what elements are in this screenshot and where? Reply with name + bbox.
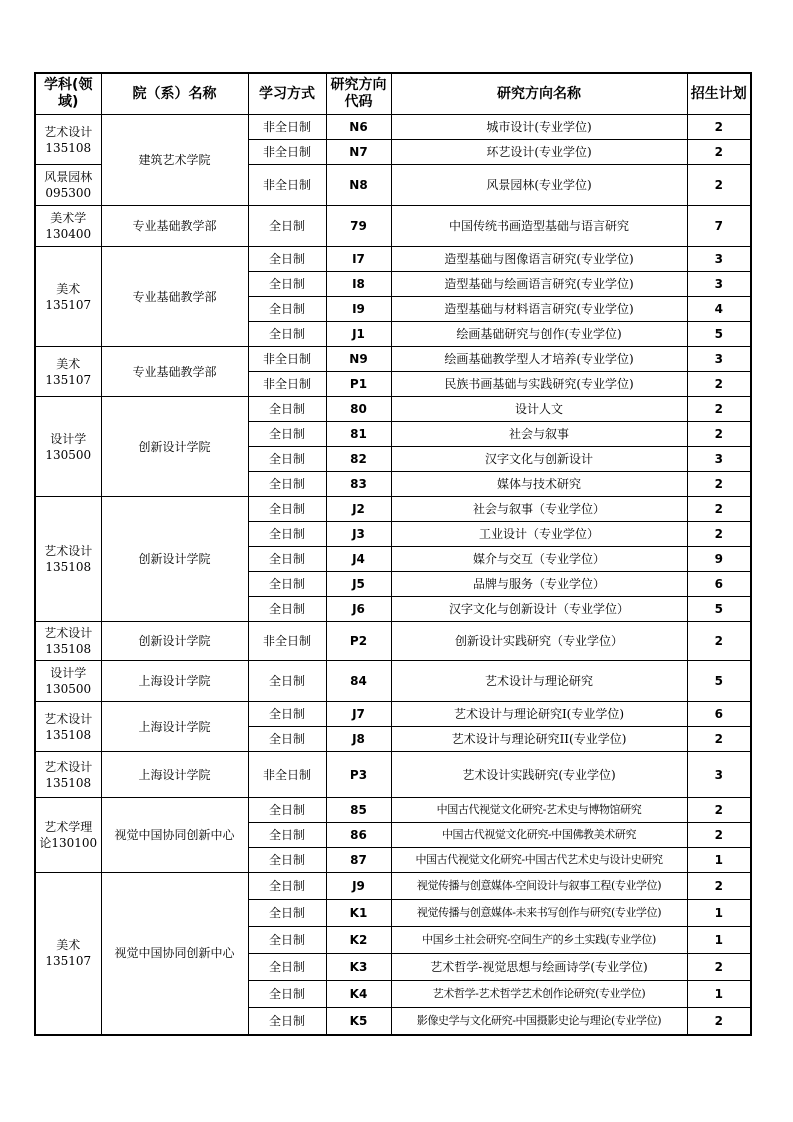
subject-cell: 艺术设计 135108 (35, 622, 101, 661)
mode-cell: 全日制 (248, 297, 326, 322)
plan-cell: 2 (687, 954, 751, 981)
mode-cell: 全日制 (248, 1008, 326, 1035)
direction-name-cell: 社会与叙事（专业学位） (391, 497, 687, 522)
mode-cell: 全日制 (248, 597, 326, 622)
subject-cell: 设计学 130500 (35, 397, 101, 497)
plan-cell: 6 (687, 572, 751, 597)
direction-name-cell: 中国古代视觉文化研究-中国古代艺术史与设计史研究 (391, 848, 687, 873)
mode-cell: 非全日制 (248, 752, 326, 798)
plan-cell: 2 (687, 165, 751, 206)
college-cell: 建筑艺术学院 (101, 115, 248, 206)
mode-cell: 全日制 (248, 661, 326, 702)
mode-cell: 非全日制 (248, 622, 326, 661)
mode-cell: 全日制 (248, 798, 326, 823)
subject-cell: 艺术设计 135108 (35, 752, 101, 798)
mode-cell: 全日制 (248, 522, 326, 547)
code-cell: 79 (326, 206, 391, 247)
college-cell: 上海设计学院 (101, 752, 248, 798)
mode-cell: 全日制 (248, 322, 326, 347)
code-cell: P1 (326, 372, 391, 397)
code-cell: 82 (326, 447, 391, 472)
code-cell: J9 (326, 873, 391, 900)
mode-cell: 全日制 (248, 422, 326, 447)
code-cell: P2 (326, 622, 391, 661)
table-row (35, 661, 751, 702)
plan-cell: 2 (687, 727, 751, 752)
college-cell: 视觉中国协同创新中心 (101, 873, 248, 1035)
plan-cell: 2 (687, 397, 751, 422)
mode-cell: 非全日制 (248, 115, 326, 140)
plan-cell: 2 (687, 1008, 751, 1035)
code-cell: 85 (326, 798, 391, 823)
plan-cell: 2 (687, 823, 751, 848)
code-cell: J3 (326, 522, 391, 547)
code-cell: N8 (326, 165, 391, 206)
direction-name-cell: 造型基础与材料语言研究(专业学位) (391, 297, 687, 322)
direction-name-cell: 汉字文化与创新设计 (391, 447, 687, 472)
plan-cell: 3 (687, 247, 751, 272)
header-subject: 学科(领域) (35, 73, 101, 115)
header-plan: 招生计划 (687, 73, 751, 115)
plan-cell: 2 (687, 798, 751, 823)
mode-cell: 全日制 (248, 954, 326, 981)
subject-cell: 美术学 130400 (35, 206, 101, 247)
code-cell: J2 (326, 497, 391, 522)
code-cell: J8 (326, 727, 391, 752)
header-code: 研究方向代码 (326, 73, 391, 115)
direction-name-cell: 汉字文化与创新设计（专业学位） (391, 597, 687, 622)
mode-cell: 全日制 (248, 247, 326, 272)
mode-cell: 全日制 (248, 397, 326, 422)
mode-cell: 全日制 (248, 472, 326, 497)
direction-name-cell: 造型基础与图像语言研究(专业学位) (391, 247, 687, 272)
table-row (35, 206, 751, 247)
mode-cell: 全日制 (248, 547, 326, 572)
subject-cell: 艺术设计 135108 (35, 702, 101, 752)
code-cell: I8 (326, 272, 391, 297)
mode-cell: 全日制 (248, 206, 326, 247)
college-cell: 视觉中国协同创新中心 (101, 798, 248, 873)
college-cell: 专业基础教学部 (101, 206, 248, 247)
college-cell: 专业基础教学部 (101, 247, 248, 347)
header-name: 研究方向名称 (391, 73, 687, 115)
subject-cell: 美术 135107 (35, 247, 101, 347)
direction-name-cell: 设计人文 (391, 397, 687, 422)
header-mode: 学习方式 (248, 73, 326, 115)
table-row (35, 873, 751, 900)
mode-cell: 全日制 (248, 497, 326, 522)
code-cell: K5 (326, 1008, 391, 1035)
plan-cell: 7 (687, 206, 751, 247)
plan-cell: 2 (687, 115, 751, 140)
direction-name-cell: 中国乡土社会研究-空间生产的乡土实践(专业学位) (391, 927, 687, 954)
plan-cell: 1 (687, 981, 751, 1008)
code-cell: N6 (326, 115, 391, 140)
code-cell: N9 (326, 347, 391, 372)
direction-name-cell: 艺术设计与理论研究II(专业学位) (391, 727, 687, 752)
mode-cell: 全日制 (248, 572, 326, 597)
direction-name-cell: 工业设计（专业学位） (391, 522, 687, 547)
college-cell: 专业基础教学部 (101, 347, 248, 397)
plan-cell: 2 (687, 522, 751, 547)
plan-cell: 3 (687, 752, 751, 798)
direction-name-cell: 艺术哲学-视觉思想与绘画诗学(专业学位) (391, 954, 687, 981)
enrollment-table (34, 72, 752, 1036)
plan-cell: 4 (687, 297, 751, 322)
subject-cell: 美术 135107 (35, 873, 101, 1035)
code-cell: 80 (326, 397, 391, 422)
plan-cell: 5 (687, 661, 751, 702)
plan-cell: 2 (687, 422, 751, 447)
college-cell: 创新设计学院 (101, 622, 248, 661)
direction-name-cell: 品牌与服务（专业学位） (391, 572, 687, 597)
plan-cell: 1 (687, 900, 751, 927)
direction-name-cell: 创新设计实践研究（专业学位） (391, 622, 687, 661)
code-cell: N7 (326, 140, 391, 165)
direction-name-cell: 社会与叙事 (391, 422, 687, 447)
college-cell: 上海设计学院 (101, 702, 248, 752)
subject-cell: 艺术学理 论130100 (35, 798, 101, 873)
mode-cell: 全日制 (248, 873, 326, 900)
table-row (35, 497, 751, 522)
direction-name-cell: 造型基础与绘画语言研究(专业学位) (391, 272, 687, 297)
direction-name-cell: 中国传统书画造型基础与语言研究 (391, 206, 687, 247)
direction-name-cell: 中国古代视觉文化研究-中国佛教美术研究 (391, 823, 687, 848)
code-cell: 87 (326, 848, 391, 873)
mode-cell: 非全日制 (248, 347, 326, 372)
direction-name-cell: 环艺设计(专业学位) (391, 140, 687, 165)
code-cell: J5 (326, 572, 391, 597)
mode-cell: 全日制 (248, 727, 326, 752)
mode-cell: 全日制 (248, 702, 326, 727)
subject-cell: 艺术设计 135108 (35, 497, 101, 622)
code-cell: P3 (326, 752, 391, 798)
mode-cell: 全日制 (248, 927, 326, 954)
table-row (35, 622, 751, 661)
code-cell: 84 (326, 661, 391, 702)
code-cell: K2 (326, 927, 391, 954)
code-cell: J6 (326, 597, 391, 622)
table-row (35, 752, 751, 798)
table-row (35, 702, 751, 727)
direction-name-cell: 城市设计(专业学位) (391, 115, 687, 140)
table-row (35, 397, 751, 422)
code-cell: K1 (326, 900, 391, 927)
direction-name-cell: 绘画基础研究与创作(专业学位) (391, 322, 687, 347)
mode-cell: 全日制 (248, 823, 326, 848)
plan-cell: 3 (687, 447, 751, 472)
subject-cell: 风景园林 095300 (35, 165, 101, 206)
plan-cell: 1 (687, 848, 751, 873)
plan-cell: 5 (687, 322, 751, 347)
plan-cell: 1 (687, 927, 751, 954)
plan-cell: 2 (687, 372, 751, 397)
plan-cell: 3 (687, 347, 751, 372)
direction-name-cell: 媒介与交互（专业学位） (391, 547, 687, 572)
mode-cell: 全日制 (248, 900, 326, 927)
college-cell: 上海设计学院 (101, 661, 248, 702)
table-row (35, 347, 751, 372)
subject-cell: 美术 135107 (35, 347, 101, 397)
code-cell: 86 (326, 823, 391, 848)
code-cell: K3 (326, 954, 391, 981)
code-cell: I9 (326, 297, 391, 322)
plan-cell: 2 (687, 472, 751, 497)
direction-name-cell: 中国古代视觉文化研究-艺术史与博物馆研究 (391, 798, 687, 823)
plan-cell: 6 (687, 702, 751, 727)
plan-cell: 2 (687, 873, 751, 900)
code-cell: J7 (326, 702, 391, 727)
direction-name-cell: 民族书画基础与实践研究(专业学位) (391, 372, 687, 397)
mode-cell: 全日制 (248, 272, 326, 297)
code-cell: K4 (326, 981, 391, 1008)
table-row (35, 798, 751, 823)
plan-cell: 2 (687, 497, 751, 522)
plan-cell: 2 (687, 622, 751, 661)
subject-cell: 设计学 130500 (35, 661, 101, 702)
mode-cell: 全日制 (248, 981, 326, 1008)
direction-name-cell: 媒体与技术研究 (391, 472, 687, 497)
direction-name-cell: 视觉传播与创意媒体-未来书写创作与研究(专业学位) (391, 900, 687, 927)
code-cell: J4 (326, 547, 391, 572)
direction-name-cell: 视觉传播与创意媒体-空间设计与叙事工程(专业学位) (391, 873, 687, 900)
college-cell: 创新设计学院 (101, 397, 248, 497)
mode-cell: 全日制 (248, 447, 326, 472)
plan-cell: 3 (687, 272, 751, 297)
header-college: 院（系）名称 (101, 73, 248, 115)
code-cell: I7 (326, 247, 391, 272)
subject-cell: 艺术设计 135108 (35, 115, 101, 165)
code-cell: 81 (326, 422, 391, 447)
mode-cell: 全日制 (248, 848, 326, 873)
direction-name-cell: 艺术设计与理论研究I(专业学位) (391, 702, 687, 727)
plan-cell: 5 (687, 597, 751, 622)
plan-cell: 9 (687, 547, 751, 572)
code-cell: J1 (326, 322, 391, 347)
code-cell: 83 (326, 472, 391, 497)
mode-cell: 非全日制 (248, 165, 326, 206)
direction-name-cell: 艺术设计实践研究(专业学位) (391, 752, 687, 798)
table-row (35, 247, 751, 272)
direction-name-cell: 艺术哲学-艺术哲学艺术创作论研究(专业学位) (391, 981, 687, 1008)
direction-name-cell: 风景园林(专业学位) (391, 165, 687, 206)
header-row (35, 73, 751, 115)
college-cell: 创新设计学院 (101, 497, 248, 622)
mode-cell: 非全日制 (248, 372, 326, 397)
mode-cell: 非全日制 (248, 140, 326, 165)
direction-name-cell: 影像史学与文化研究-中国摄影史论与理论(专业学位) (391, 1008, 687, 1035)
plan-cell: 2 (687, 140, 751, 165)
direction-name-cell: 艺术设计与理论研究 (391, 661, 687, 702)
table-row (35, 115, 751, 140)
direction-name-cell: 绘画基础教学型人才培养(专业学位) (391, 347, 687, 372)
